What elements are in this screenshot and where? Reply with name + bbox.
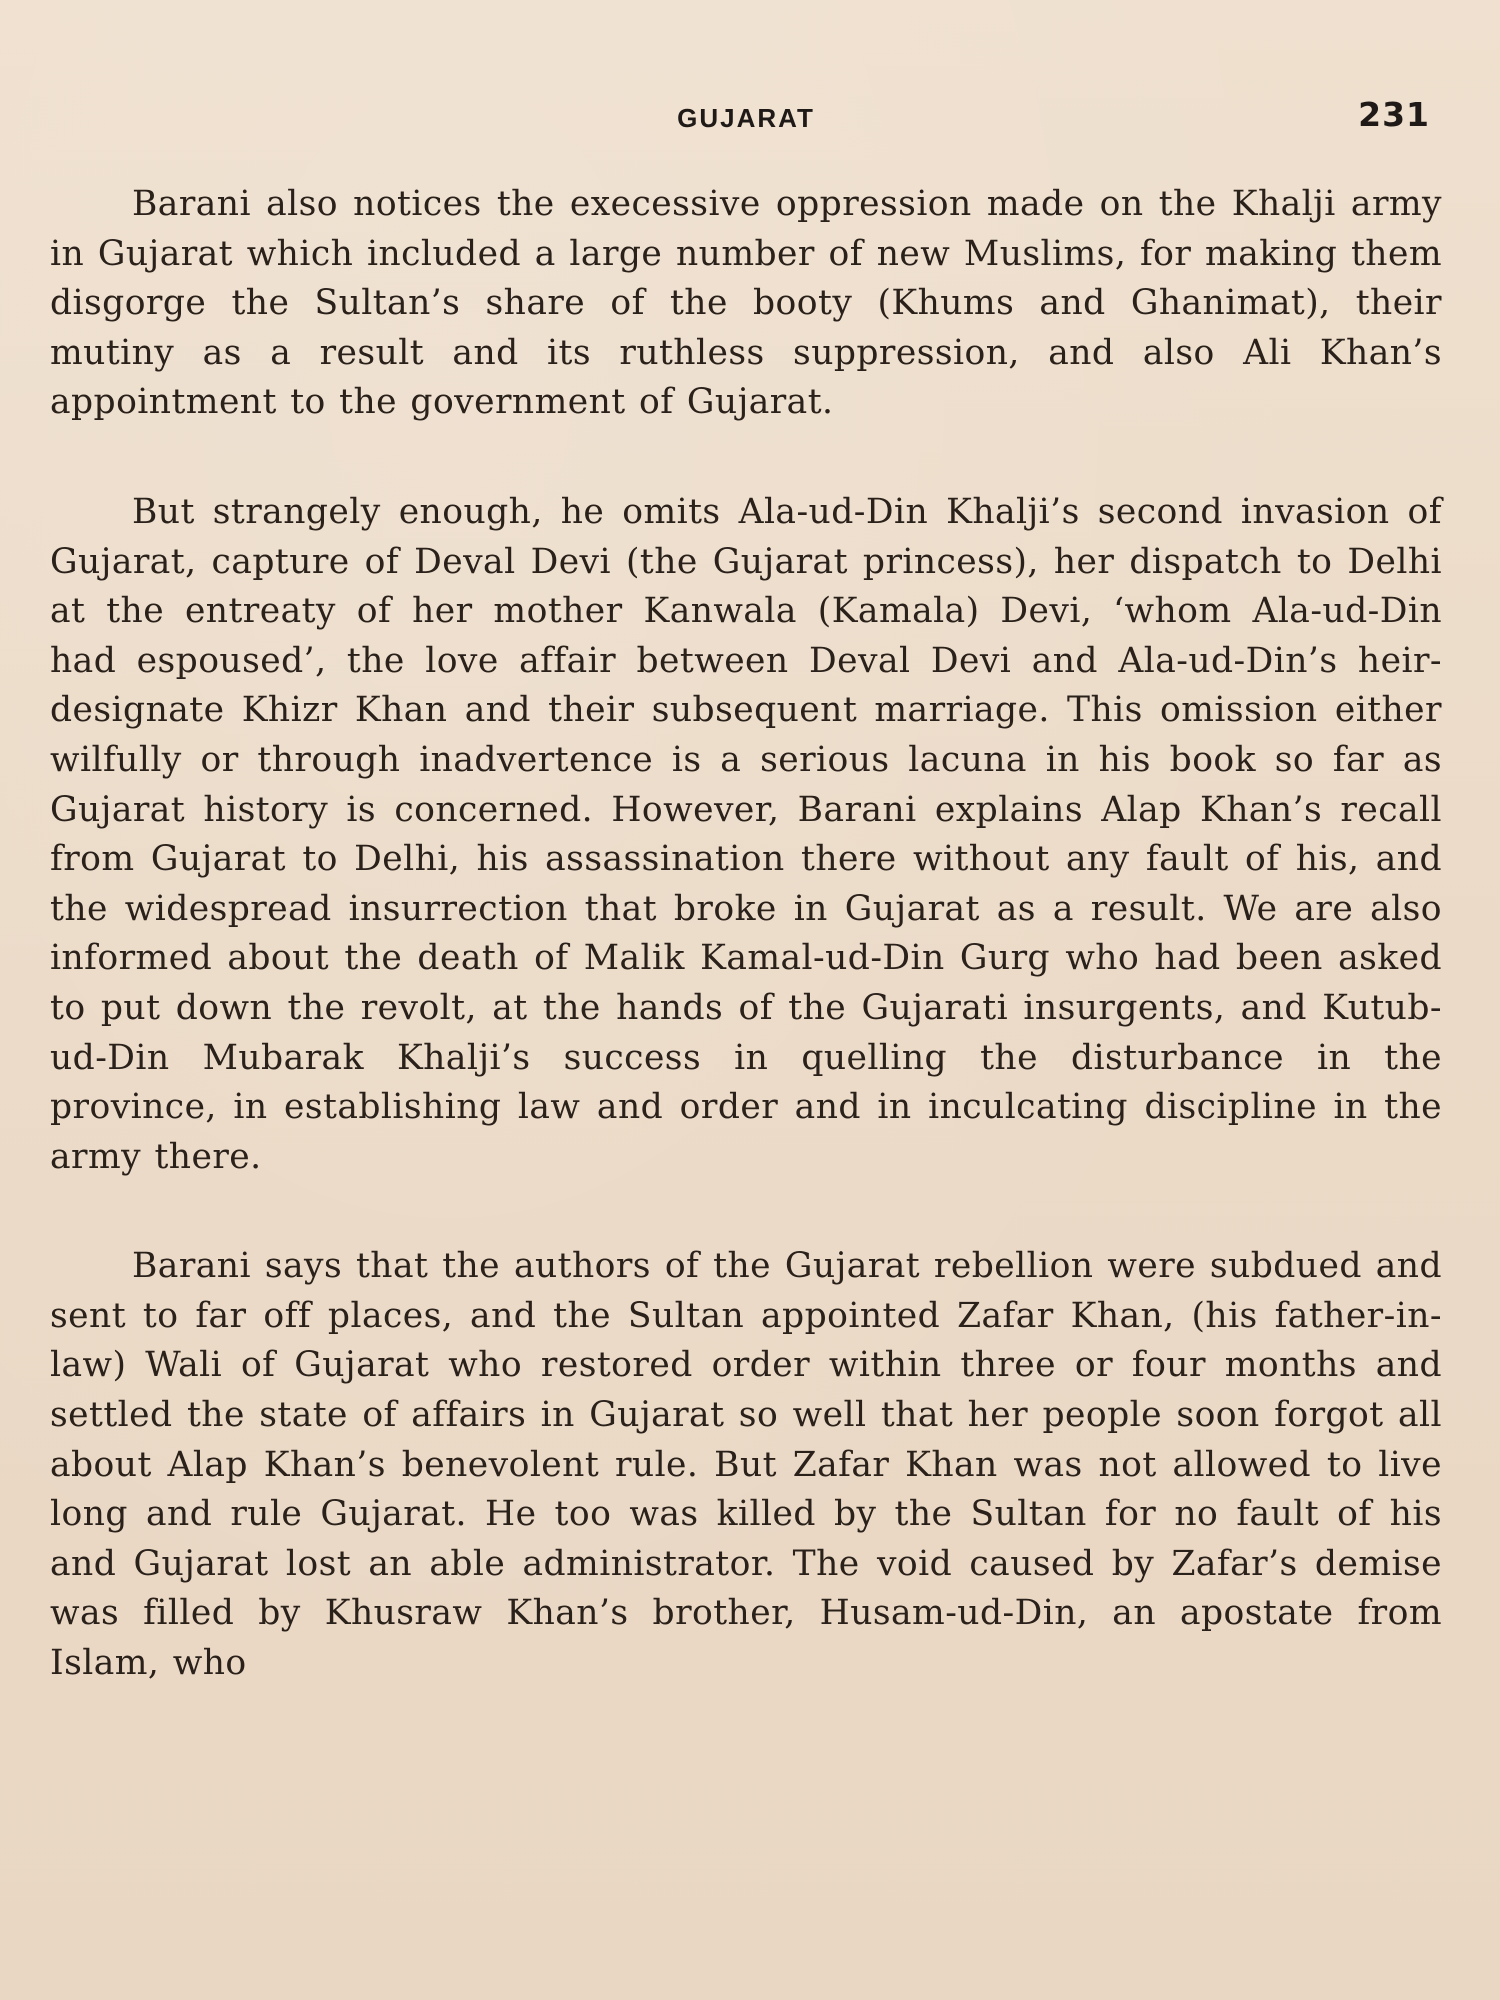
running-head: GUJARAT [677, 103, 815, 133]
paragraph-1: Barani also notices the execessive oppression made on the Khalji army in Gujarat which included a large number of new Muslims, for making them disgorge the Sultan’s share of the booty (Khums and Ghanimat), their mutiny as a result and its ruthless suppression, and also Ali Khan’s appointment to the government of Gujarat. [50, 184, 1442, 423]
paragraph-3: Barani says that the authors of the Gujarat rebellion were subdued and sent to far off places, and the Sultan appointed Zafar Khan, (his father-in-law) Wali of Gujarat who restored order within three or four months and settled the state of affairs in Gujarat so well that her people soon forgot all about Alap Khan’s benevolent rule. But Zafar Khan was not allowed to live long and rule Gujarat. He too was killed by the Sultan for no fault of his and Gujarat lost an able administrator. The void caused by Zafar’s demise was filled by Khusraw Khan’s brother, Husam-ud-Din, an apostate from Islam, who [50, 1246, 1442, 1684]
body-text [50, 180, 1442, 1689]
page-number: 231 [1358, 95, 1430, 134]
paragraph-2: But strangely enough, he omits Ala-ud-Din Khalji’s second invasion of Gujarat, capture of Deval Devi (the Gujarat princess), her dispatch to Delhi at the entreaty of her mother Kanwala (Kamala) Devi, ‘whom Ala-ud-Din had espoused’, the love affair between Deval Devi and Ala-ud-Din’s heir-designate Khizr Khan and their subsequent marriage. This omission either wilfully or through inadvertence is a serious lacuna in his book so far as Gujarat history is concerned. However, Barani explains Alap Khan’s recall from Gujarat to Delhi, his assassination there without any fault of his, and the widespread insurrection that broke in Gujarat as a result. We are also informed about the death of Malik Kamal-ud-Din Gurg who had been asked to put down the revolt, at the hands of the Gujarati insurgents, and Kutub-ud-Din Mubarak Khalji’s success in quelling the disturbance in the province, in establishing law and order and in inculcating discipline in the army there. [50, 491, 1442, 1177]
page-header [50, 95, 1442, 145]
